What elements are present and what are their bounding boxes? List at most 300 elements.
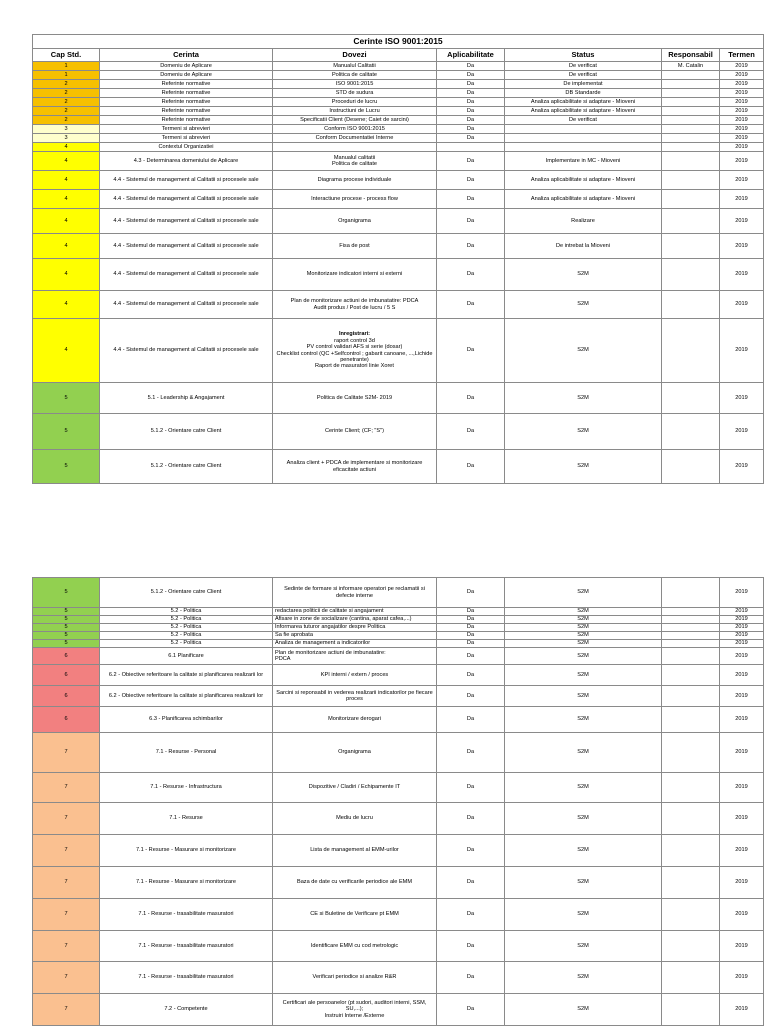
dovezi-line: Lista de management al EMM-urilor	[310, 847, 399, 854]
dovezi-cell	[273, 624, 437, 632]
table-row	[33, 773, 764, 803]
dovezi-line: Checklist control (QC +Selfcontrol ; gabarit canoane, ...,Lichide penetrante)	[276, 350, 433, 363]
responsabil-cell	[662, 383, 720, 414]
dovezi-cell	[273, 291, 437, 319]
dovezi-cell	[273, 648, 437, 665]
termen-cell: 2019	[720, 608, 764, 616]
status-cell: S2M	[505, 578, 662, 608]
dovezi-line: CE si Buletine de Verificare pt EMM	[310, 911, 399, 918]
table-row	[33, 134, 764, 143]
termen-cell: 2019	[720, 190, 764, 209]
table-row	[33, 98, 764, 107]
requirements-table-page-1	[32, 34, 764, 484]
status-cell: Analiza aplicabilitate si adaptare - Mioveni	[505, 171, 662, 190]
termen-cell: 2019	[720, 773, 764, 803]
dovezi-cell	[273, 931, 437, 962]
table-row	[33, 125, 764, 134]
responsabil-cell	[662, 835, 720, 867]
dovezi-line: Monitorizare derogari	[328, 716, 381, 723]
status-cell: S2M	[505, 931, 662, 962]
cap-std-cell: 7	[33, 899, 100, 931]
cerinta-cell: 5.1.2 - Orientare catre Client	[100, 414, 273, 450]
table-row	[33, 994, 764, 1026]
dovezi-line: Interactiune procese - process flow	[311, 195, 398, 202]
table-row	[33, 291, 764, 319]
cap-std-cell: 4	[33, 209, 100, 234]
status-cell: S2M	[505, 608, 662, 616]
cap-std-cell: 4	[33, 291, 100, 319]
cap-std-cell: 7	[33, 867, 100, 899]
aplicabilitate-cell: Da	[437, 414, 505, 450]
status-cell: Analiza aplicabilitate si adaptare - Mioveni	[505, 98, 662, 107]
aplicabilitate-cell: Da	[437, 665, 505, 686]
cerinta-cell: 4.4 - Sistemul de management al Calitatii si procesele sale	[100, 291, 273, 319]
dovezi-cell	[273, 62, 437, 71]
cerinta-cell: Contextul Organizatiei	[100, 143, 273, 152]
table-row	[33, 143, 764, 152]
aplicabilitate-cell: Da	[437, 71, 505, 80]
status-cell: De intrebat la Mioveni	[505, 234, 662, 259]
dovezi-cell	[273, 71, 437, 80]
responsabil-cell	[662, 867, 720, 899]
dovezi-cell	[273, 733, 437, 773]
dovezi-cell	[273, 89, 437, 98]
cerinta-cell: Referinte normative	[100, 98, 273, 107]
cap-std-cell: 1	[33, 71, 100, 80]
aplicabilitate-cell: Da	[437, 962, 505, 994]
termen-cell: 2019	[720, 98, 764, 107]
status-cell: S2M	[505, 259, 662, 291]
responsabil-cell	[662, 962, 720, 994]
dovezi-line: PV control validari AFS si serie (dosar)	[306, 344, 403, 351]
cerinta-cell: 4.4 - Sistemul de management al Calitatii si procesele sale	[100, 319, 273, 383]
cap-std-cell: 4	[33, 234, 100, 259]
aplicabilitate-cell: Da	[437, 773, 505, 803]
aplicabilitate-cell: Da	[437, 319, 505, 383]
table-row	[33, 835, 764, 867]
aplicabilitate-cell: Da	[437, 116, 505, 125]
aplicabilitate-cell: Da	[437, 578, 505, 608]
status-cell: S2M	[505, 632, 662, 640]
dovezi-cell	[273, 107, 437, 116]
status-cell: Realizare	[505, 209, 662, 234]
aplicabilitate-cell: Da	[437, 608, 505, 616]
table-row	[33, 640, 764, 648]
dovezi-cell	[273, 116, 437, 125]
cerinta-cell: Domeniu de Aplicare	[100, 71, 273, 80]
dovezi-cell	[273, 125, 437, 134]
termen-cell: 2019	[720, 867, 764, 899]
status-cell: Implementare in MC - Mioveni	[505, 152, 662, 171]
aplicabilitate-cell: Da	[437, 899, 505, 931]
aplicabilitate-cell: Da	[437, 125, 505, 134]
cap-std-cell: 6	[33, 648, 100, 665]
responsabil-cell	[662, 209, 720, 234]
cerinta-cell: 5.2 - Politica	[100, 640, 273, 648]
aplicabilitate-cell: Da	[437, 98, 505, 107]
aplicabilitate-cell: Da	[437, 686, 505, 707]
table-row	[33, 867, 764, 899]
dovezi-line: Organigrama	[338, 749, 371, 756]
cap-std-cell: 4	[33, 190, 100, 209]
aplicabilitate-cell: Da	[437, 616, 505, 624]
termen-cell: 2019	[720, 648, 764, 665]
responsabil-cell	[662, 578, 720, 608]
termen-cell: 2019	[720, 616, 764, 624]
responsabil-cell	[662, 665, 720, 686]
responsabil-cell	[662, 143, 720, 152]
dovezi-line: redactarea politicii de calitate si angajament	[275, 608, 384, 615]
table-row	[33, 803, 764, 835]
responsabil-cell	[662, 931, 720, 962]
cap-std-cell: 5	[33, 383, 100, 414]
document-title: Cerinte ISO 9001:2015	[33, 35, 764, 49]
status-cell: S2M	[505, 835, 662, 867]
responsabil-cell	[662, 773, 720, 803]
dovezi-cell	[273, 383, 437, 414]
termen-cell: 2019	[720, 234, 764, 259]
cap-std-cell: 6	[33, 686, 100, 707]
dovezi-cell	[273, 608, 437, 616]
cap-std-cell: 7	[33, 835, 100, 867]
table-row	[33, 71, 764, 80]
dovezi-line: Afisare in zone de socializare (cantina, aparat cafea,...)	[275, 616, 412, 623]
dovezi-cell	[273, 962, 437, 994]
cerinta-cell: 7.1 - Resurse - Personal	[100, 733, 273, 773]
dovezi-line: Baza de date cu verificarile periodice ale EMM	[296, 879, 413, 886]
termen-cell: 2019	[720, 143, 764, 152]
dovezi-line: Proceduri de lucru	[331, 98, 378, 105]
responsabil-cell: M. Catalin	[662, 62, 720, 71]
dovezi-cell	[273, 773, 437, 803]
cerinta-cell: 5.1.2 - Orientare catre Client	[100, 578, 273, 608]
table-row	[33, 171, 764, 190]
status-cell: S2M	[505, 665, 662, 686]
dovezi-cell	[273, 319, 437, 383]
responsabil-cell	[662, 98, 720, 107]
table-row	[33, 259, 764, 291]
responsabil-cell	[662, 707, 720, 733]
aplicabilitate-cell: Da	[437, 383, 505, 414]
aplicabilitate-cell: Da	[437, 134, 505, 143]
termen-cell: 2019	[720, 80, 764, 89]
cerinta-cell: Referinte normative	[100, 89, 273, 98]
termen-cell: 2019	[720, 152, 764, 171]
termen-cell: 2019	[720, 994, 764, 1026]
table-row	[33, 624, 764, 632]
aplicabilitate-cell: Da	[437, 190, 505, 209]
cerinta-cell: Referinte normative	[100, 116, 273, 125]
termen-cell: 2019	[720, 71, 764, 80]
table-row	[33, 234, 764, 259]
aplicabilitate-cell: Da	[437, 931, 505, 962]
cerinta-cell: Referinte normative	[100, 80, 273, 89]
cap-std-cell: 2	[33, 98, 100, 107]
cap-std-cell: 7	[33, 803, 100, 835]
cap-std-cell: 7	[33, 733, 100, 773]
status-cell: S2M	[505, 686, 662, 707]
termen-cell: 2019	[720, 707, 764, 733]
responsabil-cell	[662, 994, 720, 1026]
responsabil-cell	[662, 319, 720, 383]
dovezi-line: raport control 3d	[334, 337, 375, 344]
cerinta-cell: 5.2 - Politica	[100, 632, 273, 640]
cerinta-cell: 5.2 - Politica	[100, 608, 273, 616]
aplicabilitate-cell: Da	[437, 152, 505, 171]
termen-cell: 2019	[720, 209, 764, 234]
cerinta-cell: 7.1 - Resurse - trasabilitate masuratori	[100, 931, 273, 962]
responsabil-cell	[662, 632, 720, 640]
status-cell: Analiza aplicabilitate si adaptare - Mioveni	[505, 190, 662, 209]
cap-std-cell: 4	[33, 143, 100, 152]
dovezi-line: Cerinte Client; (CF; "S")	[325, 428, 384, 435]
termen-cell: 2019	[720, 107, 764, 116]
dovezi-cell	[273, 234, 437, 259]
termen-cell: 2019	[720, 665, 764, 686]
dovezi-cell	[273, 835, 437, 867]
table-row	[33, 962, 764, 994]
dovezi-line: KPI interni / extern / proces	[320, 671, 389, 678]
table-row	[33, 152, 764, 171]
dovezi-cell	[273, 616, 437, 624]
termen-cell: 2019	[720, 632, 764, 640]
requirements-table-page-2	[32, 577, 764, 1026]
cap-std-cell: 2	[33, 116, 100, 125]
cap-std-cell: 5	[33, 414, 100, 450]
aplicabilitate-cell: Da	[437, 640, 505, 648]
termen-cell: 2019	[720, 171, 764, 190]
dovezi-line: Verificari periodice si analize R&R	[312, 974, 397, 981]
table-row	[33, 931, 764, 962]
termen-cell: 2019	[720, 931, 764, 962]
status-cell	[505, 125, 662, 134]
status-cell: De verificat	[505, 62, 662, 71]
responsabil-cell	[662, 171, 720, 190]
cap-std-cell: 2	[33, 80, 100, 89]
responsabil-cell	[662, 125, 720, 134]
cap-std-cell: 1	[33, 62, 100, 71]
status-cell: S2M	[505, 707, 662, 733]
responsabil-cell	[662, 648, 720, 665]
responsabil-cell	[662, 234, 720, 259]
header-responsabil: Responsabil	[662, 49, 720, 62]
dovezi-line: Sarcini si reponsabil in vederea realizarii indicatorilor pe fiecare proces	[276, 689, 433, 702]
dovezi-cell	[273, 152, 437, 171]
dovezi-line: Mediu de lucru	[336, 815, 373, 822]
status-cell: S2M	[505, 773, 662, 803]
responsabil-cell	[662, 259, 720, 291]
aplicabilitate-cell: Da	[437, 209, 505, 234]
cap-std-cell: 7	[33, 773, 100, 803]
table-row	[33, 116, 764, 125]
aplicabilitate-cell: Da	[437, 803, 505, 835]
header-status: Status	[505, 49, 662, 62]
dovezi-cell	[273, 98, 437, 107]
dovezi-cell	[273, 414, 437, 450]
termen-cell: 2019	[720, 803, 764, 835]
aplicabilitate-cell: Da	[437, 624, 505, 632]
cerinta-cell: 6.1 Planificare	[100, 648, 273, 665]
header-row	[33, 49, 764, 62]
status-cell: S2M	[505, 291, 662, 319]
termen-cell: 2019	[720, 291, 764, 319]
status-cell: S2M	[505, 733, 662, 773]
termen-cell: 2019	[720, 125, 764, 134]
termen-cell: 2019	[720, 835, 764, 867]
status-cell: S2M	[505, 994, 662, 1026]
dovezi-cell	[273, 803, 437, 835]
responsabil-cell	[662, 190, 720, 209]
dovezi-line: Analiza de management a indicatorilor	[275, 640, 371, 647]
table-row	[33, 89, 764, 98]
dovezi-line: ISO 9001:2015	[335, 80, 374, 87]
status-cell: S2M	[505, 803, 662, 835]
dovezi-line: PDCA	[275, 656, 291, 662]
dovezi-cell	[273, 190, 437, 209]
dovezi-line: Dispozitive / Cladiri / Echipamente IT	[308, 784, 401, 791]
cerinta-cell: 6.3 - Planificarea schimbarilor	[100, 707, 273, 733]
cerinta-cell: 7.1 - Resurse - Masurare si monitorizare	[100, 867, 273, 899]
table-row	[33, 450, 764, 484]
cerinta-cell: 7.2 - Competente	[100, 994, 273, 1026]
dovezi-cell	[273, 665, 437, 686]
table-row	[33, 578, 764, 608]
cap-std-cell: 7	[33, 931, 100, 962]
status-cell: S2M	[505, 640, 662, 648]
responsabil-cell	[662, 803, 720, 835]
table-row	[33, 209, 764, 234]
cap-std-cell: 4	[33, 259, 100, 291]
cap-std-cell: 6	[33, 665, 100, 686]
dovezi-line: STD de sudura	[335, 89, 374, 96]
table-row	[33, 899, 764, 931]
responsabil-cell	[662, 414, 720, 450]
cap-std-cell: 2	[33, 107, 100, 116]
dovezi-cell	[273, 209, 437, 234]
termen-cell: 2019	[720, 319, 764, 383]
status-cell: De implementat	[505, 80, 662, 89]
responsabil-cell	[662, 291, 720, 319]
table-row	[33, 608, 764, 616]
header-dovezi: Dovezi	[273, 49, 437, 62]
cap-std-cell: 6	[33, 707, 100, 733]
cerinta-cell: 4.4 - Sistemul de management al Calitatii si procesele sale	[100, 209, 273, 234]
header-cap-std: Cap Std.	[33, 49, 100, 62]
cap-std-cell: 5	[33, 616, 100, 624]
dovezi-cell	[273, 994, 437, 1026]
status-cell: DB Standarde	[505, 89, 662, 98]
dovezi-line: Specificatii Client (Desene; Caiet de sarcini)	[300, 116, 409, 123]
dovezi-line: Certificari ale persoanelor (pt sudori, auditori interni, SSM, SU,...);	[282, 999, 427, 1013]
cap-std-cell: 5	[33, 450, 100, 484]
dovezi-cell	[273, 899, 437, 931]
cerinta-cell: 4.4 - Sistemul de management al Calitatii si procesele sale	[100, 190, 273, 209]
cerinta-cell: Referinte normative	[100, 107, 273, 116]
dovezi-line: Raport de masuratori linie Xoret	[315, 363, 394, 370]
dovezi-line: Politica de calitate	[331, 71, 378, 78]
table-row	[33, 707, 764, 733]
cerinta-cell: 4.3 - Determinarea domeniului de Aplicare	[100, 152, 273, 171]
table-row	[33, 665, 764, 686]
termen-cell: 2019	[720, 450, 764, 484]
cap-std-cell: 3	[33, 125, 100, 134]
header-aplicabilitate: Aplicabilitate	[437, 49, 505, 62]
dovezi-line: Organigrama	[338, 217, 371, 224]
table-row	[33, 190, 764, 209]
cerinta-cell: 7.1 - Resurse - trasabilitate masuratori	[100, 962, 273, 994]
dovezi-line: Manualul Calitatii	[333, 62, 376, 69]
cerinta-cell: 5.2 - Politica	[100, 624, 273, 632]
dovezi-cell	[273, 867, 437, 899]
table-row	[33, 686, 764, 707]
cerinta-cell: 6.2 - Obiective referitoare la calitate si planificarea realizarii lor	[100, 686, 273, 707]
status-cell: S2M	[505, 962, 662, 994]
status-cell: S2M	[505, 319, 662, 383]
responsabil-cell	[662, 116, 720, 125]
status-cell	[505, 143, 662, 152]
status-cell: S2M	[505, 624, 662, 632]
aplicabilitate-cell: Da	[437, 450, 505, 484]
cap-std-cell: 5	[33, 632, 100, 640]
status-cell: S2M	[505, 867, 662, 899]
responsabil-cell	[662, 616, 720, 624]
cap-std-cell: 7	[33, 994, 100, 1026]
table-body-page-2	[33, 578, 764, 1026]
termen-cell: 2019	[720, 116, 764, 125]
dovezi-cell	[273, 450, 437, 484]
aplicabilitate-cell: Da	[437, 867, 505, 899]
table-row	[33, 62, 764, 71]
dovezi-line: Politica de Calitate S2M- 2019	[316, 394, 393, 401]
table-row	[33, 616, 764, 624]
cap-std-cell: 4	[33, 152, 100, 171]
dovezi-cell	[273, 171, 437, 190]
dovezi-line: Sedinte de formare si informare operatori pe reclamatii si defecte interne	[284, 586, 425, 599]
responsabil-cell	[662, 450, 720, 484]
dovezi-cell	[273, 80, 437, 89]
aplicabilitate-cell: Da	[437, 707, 505, 733]
aplicabilitate-cell: Da	[437, 994, 505, 1026]
cerinta-cell: 6.2 - Obiective referitoare la calitate si planificarea realizarii lor	[100, 665, 273, 686]
termen-cell: 2019	[720, 89, 764, 98]
cap-std-cell: 5	[33, 578, 100, 608]
status-cell	[505, 134, 662, 143]
dovezi-line: Identificare EMM cu cod metrologic	[310, 942, 399, 949]
aplicabilitate-cell: Da	[437, 107, 505, 116]
dovezi-line: Manualul calitatii	[333, 154, 376, 161]
aplicabilitate-cell: Da	[437, 62, 505, 71]
cerinta-cell: 5.1.2 - Orientare catre Client	[100, 450, 273, 484]
status-cell: S2M	[505, 414, 662, 450]
dovezi-cell	[273, 686, 437, 707]
dovezi-line: Politica de calitate	[331, 161, 378, 167]
table-body-page-1	[33, 62, 764, 484]
cap-std-cell: 5	[33, 640, 100, 648]
cerinta-cell: 4.4 - Sistemul de management al Calitatii si procesele sale	[100, 259, 273, 291]
responsabil-cell	[662, 80, 720, 89]
cerinta-cell: 7.1 - Resurse - trasabilitate masuratori	[100, 899, 273, 931]
termen-cell: 2019	[720, 259, 764, 291]
termen-cell: 2019	[720, 624, 764, 632]
table-row	[33, 383, 764, 414]
cap-std-cell: 5	[33, 608, 100, 616]
aplicabilitate-cell: Da	[437, 835, 505, 867]
header-cerinta: Cerinta	[100, 49, 273, 62]
dovezi-cell	[273, 578, 437, 608]
dovezi-cell	[273, 259, 437, 291]
responsabil-cell	[662, 107, 720, 116]
cap-std-cell: 4	[33, 171, 100, 190]
